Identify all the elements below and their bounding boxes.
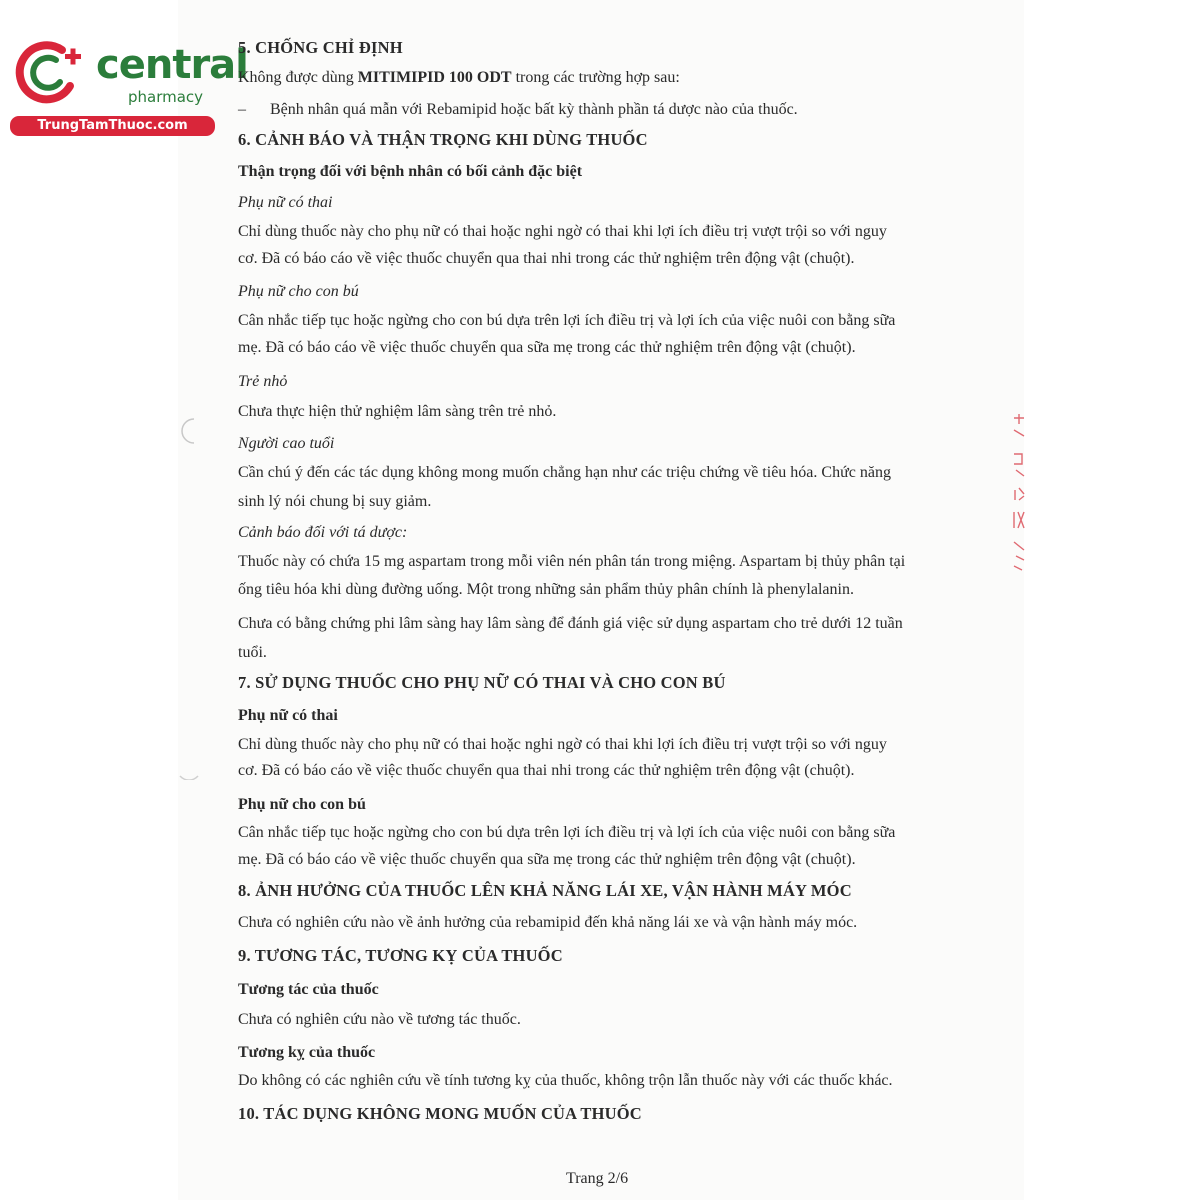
brand-sub: pharmacy — [128, 88, 204, 106]
section-6-subtitle: Thận trọng đối với bệnh nhân có bối cảnh đặc biệt — [238, 163, 583, 180]
central-pharmacy-logo-icon — [10, 36, 90, 108]
section-6-title: 6. CẢNH BÁO VÀ THẬN TRỌNG KHI DÙNG THUỐC — [238, 130, 648, 149]
section-9-title: 9. TƯƠNG TÁC, TƯƠNG KỴ CỦA THUỐC — [238, 946, 563, 965]
s9-interaction-heading: Tương tác của thuốc — [238, 981, 379, 998]
s6-excipient-line-4: tuổi. — [238, 644, 267, 661]
s6-pregnancy-heading: Phụ nữ có thai — [238, 194, 333, 211]
s6-breastfeeding-line-1: Cân nhắc tiếp tục hoặc ngừng cho con bú dựa trên lợi ích điều trị và lợi ích của việc nuôi con bằng sữa — [238, 312, 896, 329]
intro-text-end: trong các trường hợp sau: — [511, 69, 680, 86]
section-7-title: 7. SỬ DỤNG THUỐC CHO PHỤ NỮ CÓ THAI VÀ CHO CON BÚ — [238, 673, 726, 692]
s7-breastfeeding-line-2: mẹ. Đã có báo cáo về việc thuốc chuyển qua sữa mẹ trong các thử nghiệm trên động vật (chuột). — [238, 851, 856, 868]
s6-elderly-line-1: Cần chú ý đến các tác dụng không mong muốn chẳng hạn như các triệu chứng về tiêu hóa. Chức năng — [238, 464, 891, 481]
section-10-title: 10. TÁC DỤNG KHÔNG MONG MUỐN CỦA THUỐC — [238, 1104, 642, 1123]
intro-text: Không được dùng — [238, 69, 358, 86]
s6-pregnancy-line-1: Chỉ dùng thuốc này cho phụ nữ có thai hoặc nghi ngờ có thai khi lợi ích điều trị vượt trội so với nguy — [238, 223, 887, 240]
s6-children-heading: Trẻ nhỏ — [238, 373, 288, 390]
section-8-title: 8. ẢNH HƯỞNG CỦA THUỐC LÊN KHẢ NĂNG LÁI XE, VẬN HÀNH MÁY MÓC — [238, 881, 852, 900]
s6-elderly-heading: Người cao tuổi — [238, 435, 335, 452]
s6-breastfeeding-heading: Phụ nữ cho con bú — [238, 283, 359, 300]
s6-breastfeeding-line-2: mẹ. Đã có báo cáo về việc thuốc chuyển qua sữa mẹ trong các thử nghiệm trên động vật (chuột). — [238, 339, 856, 356]
s6-pregnancy-line-2: cơ. Đã có báo cáo về việc thuốc chuyển qua thai nhi trong các thử nghiệm trên động vật (chuột). — [238, 250, 855, 267]
s6-excipient-line-1: Thuốc này có chứa 15 mg aspartam trong mỗi viên nén phân tán trong miệng. Aspartam bị thủy phân tại — [238, 553, 906, 570]
hole-punch-mark-icon — [176, 750, 200, 780]
section-5-bullet: Bệnh nhân quá mẫn với Rebamipid hoặc bất kỳ thành phần tá dược nào của thuốc. — [270, 101, 798, 118]
product-name: MITIMIPID 100 ODT — [357, 69, 512, 86]
s9-incompatibility-line-1: Do không có các nghiên cứu về tính tương kỵ của thuốc, không trộn lẫn thuốc này với các thuốc khác. — [238, 1072, 893, 1089]
page-number: Trang 2/6 — [566, 1170, 629, 1187]
s6-elderly-line-2: sinh lý nói chung bị suy giảm. — [238, 493, 432, 510]
bullet-dash: – — [238, 101, 246, 118]
s7-pregnancy-line-1: Chỉ dùng thuốc này cho phụ nữ có thai hoặc nghi ngờ có thai khi lợi ích điều trị vượt trội so với nguy — [238, 736, 887, 753]
brand-logo — [10, 36, 248, 136]
s7-breastfeeding-heading: Phụ nữ cho con bú — [238, 796, 366, 813]
s6-excipient-heading: Cảnh báo đối với tá dược: — [238, 524, 408, 541]
s9-interaction-line-1: Chưa có nghiên cứu nào về tương tác thuốc. — [238, 1011, 521, 1028]
brand-site: TrungTamThuoc.com — [10, 116, 215, 136]
s7-pregnancy-line-2: cơ. Đã có báo cáo về việc thuốc chuyển qua thai nhi trong các thử nghiệm trên động vật (chuột). — [238, 762, 855, 779]
section-5-intro — [238, 68, 680, 88]
s6-excipient-line-3: Chưa có bằng chứng phi lâm sàng hay lâm sàng để đánh giá việc sử dụng aspartam cho trẻ dưới 12 tuần — [238, 615, 903, 632]
s9-incompatibility-heading: Tương kỵ của thuốc — [238, 1044, 376, 1061]
s6-children-line-1: Chưa thực hiện thử nghiệm lâm sàng trên trẻ nhỏ. — [238, 403, 557, 420]
s7-breastfeeding-line-1: Cân nhắc tiếp tục hoặc ngừng cho con bú dựa trên lợi ích điều trị và lợi ích của việc nuôi con bằng sữa — [238, 824, 896, 841]
s7-pregnancy-heading: Phụ nữ có thai — [238, 707, 338, 724]
red-stamp-fragment-icon — [1010, 410, 1030, 580]
section-5-title: 5. CHỐNG CHỈ ĐỊNH — [238, 38, 403, 57]
s8-line-1: Chưa có nghiên cứu nào về ảnh hưởng của rebamipid đến khả năng lái xe và vận hành máy móc. — [238, 914, 858, 931]
hole-punch-mark-icon — [176, 416, 200, 446]
s6-excipient-line-2: ống tiêu hóa khi dùng đường uống. Một trong những sản phẩm thủy phân chính là phenylalanin. — [238, 581, 854, 598]
brand-name: central — [96, 42, 248, 88]
